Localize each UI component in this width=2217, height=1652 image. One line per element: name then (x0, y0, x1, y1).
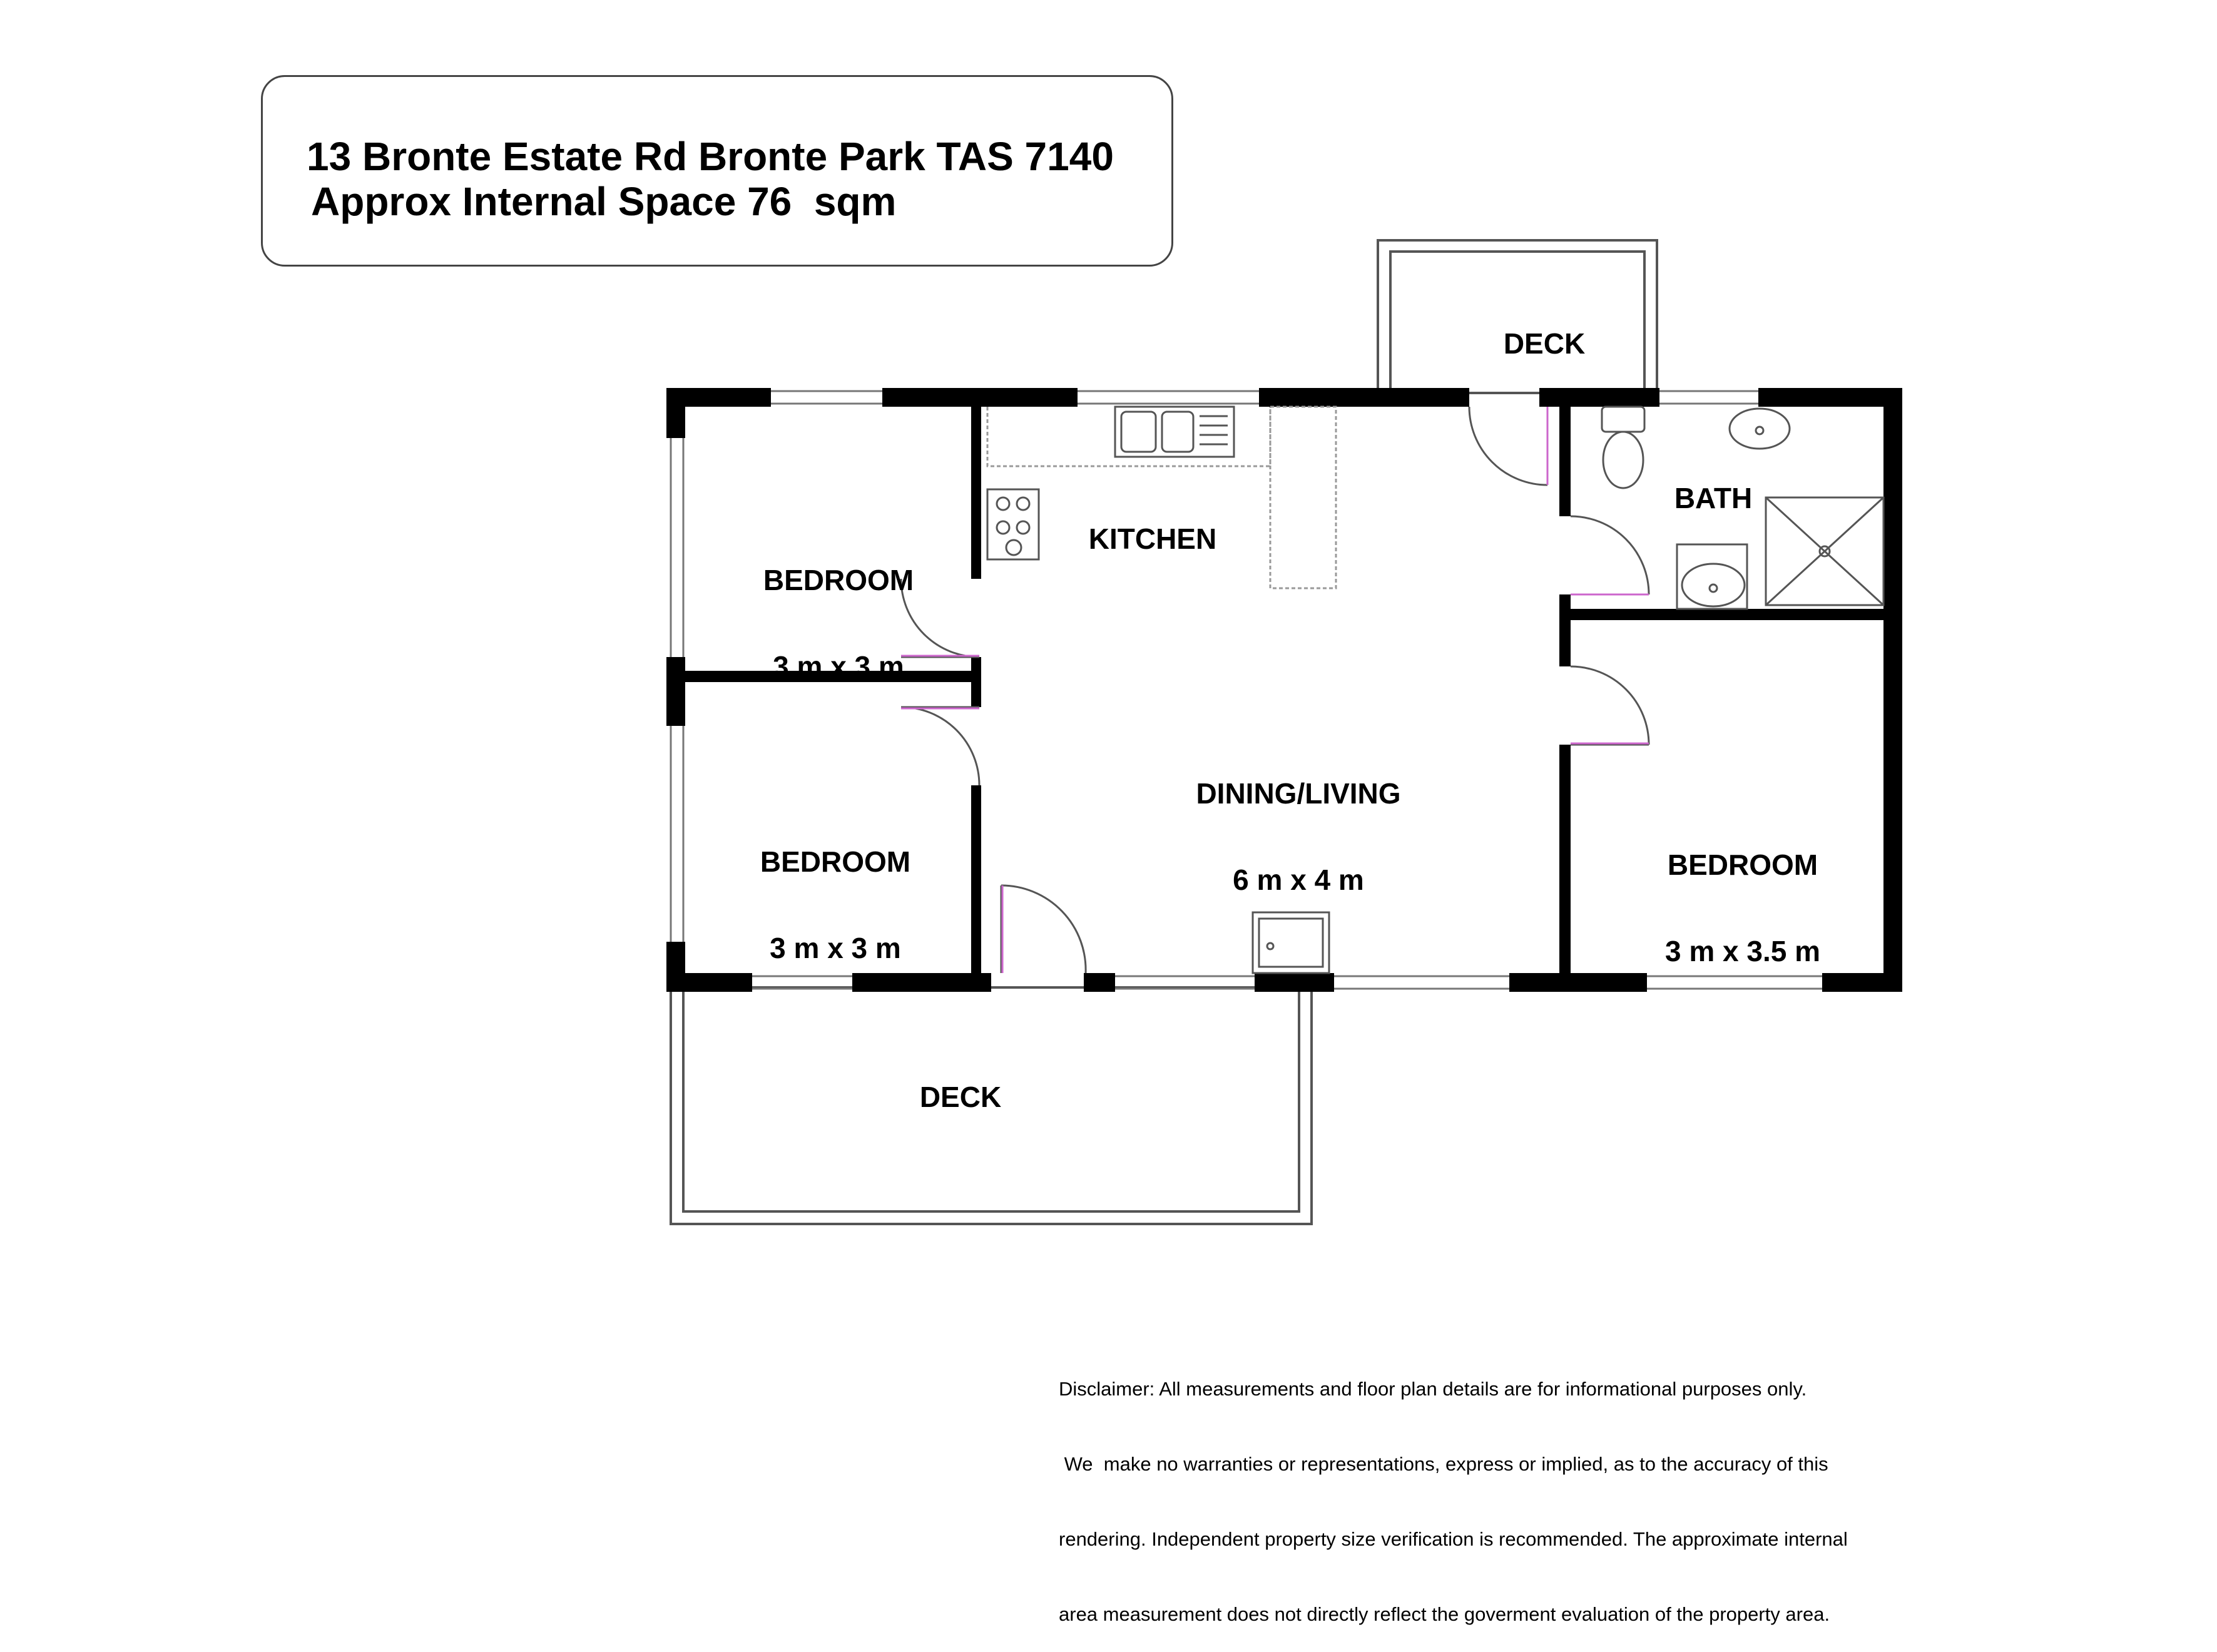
shower-icon (1766, 497, 1883, 605)
bedroom-right-label (1665, 793, 1820, 994)
bath-label: BATH (1674, 482, 1753, 514)
disclaimer-line-2: We make no warranties or representations, express or implied, as to the accuracy of this (1059, 1453, 1828, 1475)
disclaimer-line-1: Disclaimer: All measurements and floor plan details are for informational purposes only. (1059, 1378, 1807, 1400)
cooktop (987, 489, 1039, 559)
disclaimer (1059, 1327, 1848, 1652)
deck-bottom-label: DECK (919, 1081, 1002, 1113)
bedroom-bottom-left-name: BEDROOM (760, 845, 911, 878)
bedroom-right-name: BEDROOM (1667, 849, 1818, 881)
deck-top-label: DECK (1503, 327, 1586, 360)
bedroom-top-left-name: BEDROOM (763, 564, 914, 596)
dining-living-name: DINING/LIVING (1196, 777, 1401, 810)
bedroom-top-left-label (763, 508, 914, 710)
disclaimer-line-3: rendering. Independent property size verification is recommended. The approximate internal (1059, 1528, 1848, 1550)
deck-top-outline (1378, 240, 1657, 393)
internal-area: Approx Internal Space 76 sqm (311, 179, 897, 224)
bedroom-bottom-left-label (760, 790, 910, 991)
dining-living-label (1196, 721, 1400, 923)
disclaimer-line-4: area measurement does not directly reflect the goverment evaluation of the property area. (1059, 1603, 1830, 1625)
address-title: 13 Bronte Estate Rd Bronte Park TAS 7140 (307, 134, 1114, 179)
bedroom-right-size: 3 m x 3.5 m (1664, 935, 1821, 967)
bedroom-top-left-size: 3 m x 3 m (773, 650, 904, 683)
toilet-icon (1602, 407, 1644, 488)
kitchen-label: KITCHEN (1088, 523, 1217, 555)
bedroom-bottom-left-size: 3 m x 3 m (770, 932, 901, 964)
sink (1115, 407, 1234, 457)
dining-living-size: 6 m x 4 m (1233, 864, 1364, 896)
